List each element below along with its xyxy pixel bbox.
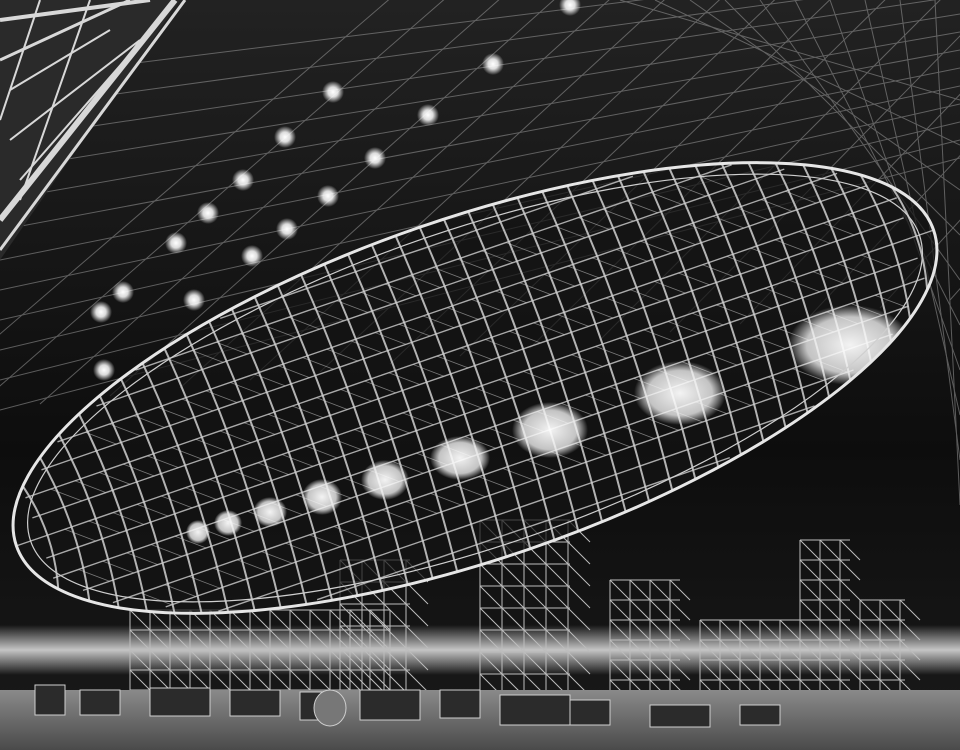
lamp-light [322,81,344,103]
floor-equipment-item [440,690,480,718]
lamp-light [364,147,386,169]
floor-equipment-item [80,690,120,715]
floor-equipment-item [650,705,710,727]
lamp-light [417,104,439,126]
lamp-light [112,281,134,303]
lamp-light [93,359,115,381]
lit-panel [430,436,490,480]
lamp-light [232,169,254,191]
lit-panel [634,361,726,425]
floor-equipment-item [570,700,610,725]
lamp-light [197,202,219,224]
floor-equipment-item [740,705,780,725]
lamp-light [482,53,504,75]
lamp-light [276,218,298,240]
lit-panel [361,460,409,500]
lit-panel [186,520,210,544]
lamp-light [165,232,187,254]
lamp-light [274,126,296,148]
floor-equipment-item [150,688,210,716]
floor-equipment-item [360,690,420,720]
lit-panel [302,479,342,515]
lamp-light [90,301,112,323]
lit-panel [253,497,287,527]
floor-equipment-item [230,690,280,716]
lamp-light [183,289,205,311]
lit-panel [512,402,588,458]
lit-panel [214,510,242,536]
lamp-light [241,245,263,267]
floor-equipment-item [500,695,570,725]
floor-equipment-item [35,685,65,715]
lamp-light [317,185,339,207]
